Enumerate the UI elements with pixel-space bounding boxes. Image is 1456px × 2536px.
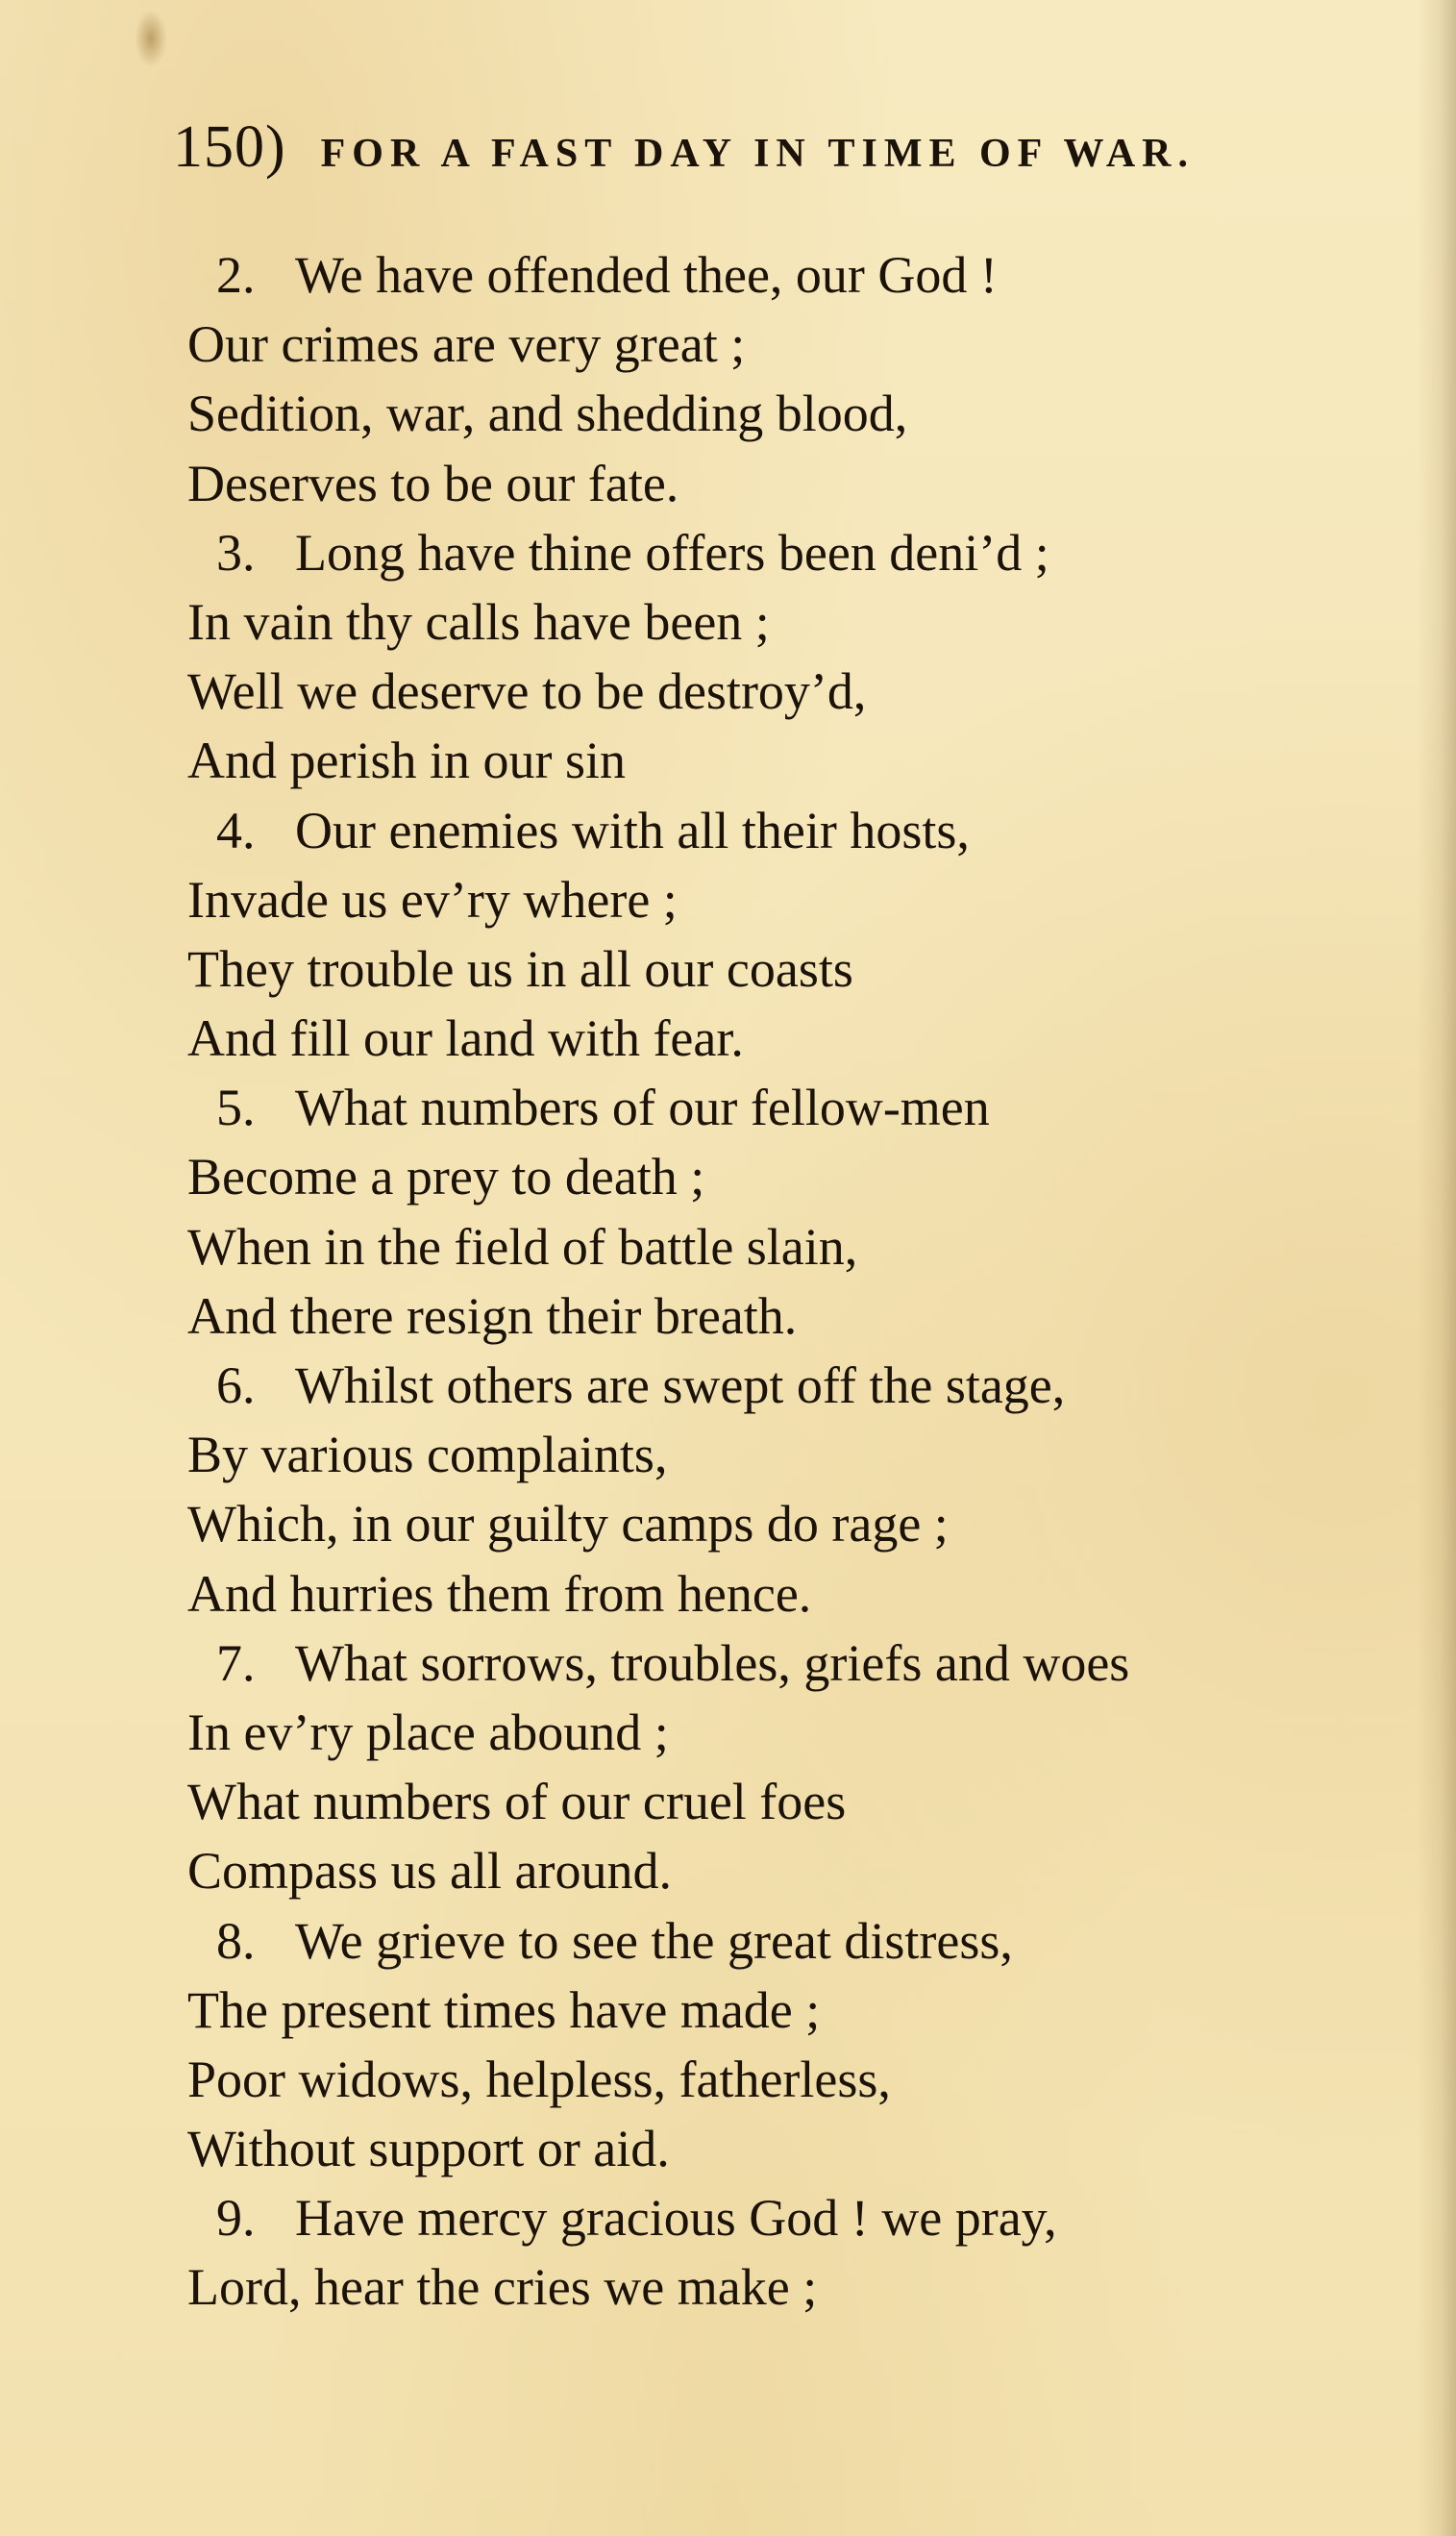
paper-stain: [135, 10, 167, 67]
stanza-first-line: [187, 1073, 1427, 1142]
verse-line: [187, 2045, 1427, 2114]
verse-text: And fill our land with fear.: [187, 1009, 744, 1068]
verse-line: [187, 726, 1427, 795]
stanza-number: 3.: [216, 523, 256, 582]
stanza: [187, 1906, 1427, 2184]
stanza-first-line: [187, 240, 1427, 310]
verse-text: Have mercy gracious God ! we pray,: [295, 2189, 1057, 2248]
verse-text: Become a prey to death ;: [187, 1148, 705, 1206]
page-header: [173, 113, 1195, 181]
verse-line: [187, 1767, 1427, 1836]
stanza-number: 9.: [216, 2189, 256, 2248]
stanza-number: 5.: [216, 1079, 256, 1137]
stanza: [187, 1073, 1427, 1351]
stanza: [187, 1351, 1427, 1629]
verse-line: [187, 1976, 1427, 2045]
verse-text: Well we deserve to be destroy’d,: [187, 662, 867, 721]
stanza-first-line: [187, 2183, 1427, 2252]
stanza-number: 6.: [216, 1356, 256, 1414]
verse-text: And perish in our sin: [187, 732, 626, 790]
running-title: FOR A FAST DAY IN TIME OF WAR.: [320, 132, 1196, 176]
verse-text: And hurries them from hence.: [187, 1564, 812, 1623]
stanza-first-line: [187, 1906, 1427, 1976]
verse-line: [187, 865, 1427, 934]
stanza: [187, 518, 1427, 796]
stanza: [187, 796, 1427, 1074]
verse-line: [187, 1212, 1427, 1281]
verse-line: [187, 1559, 1427, 1629]
verse-line: [187, 1004, 1427, 1073]
verse-text: We have offended thee, our God !: [295, 246, 998, 304]
verse-text: Whilst others are swept off the stage,: [295, 1356, 1066, 1414]
stanza-number: 2.: [216, 246, 256, 304]
verse-line: [187, 1281, 1427, 1351]
verse-text: What numbers of our cruel foes: [187, 1773, 847, 1831]
verse-line: [187, 310, 1427, 379]
verse-text: What numbers of our fellow-men: [295, 1079, 990, 1137]
stanza-number: 8.: [216, 1911, 256, 1970]
stanza-first-line: [187, 518, 1427, 587]
verse-line: [187, 657, 1427, 726]
verse-text: In vain thy calls have been ;: [187, 592, 770, 651]
stanza-first-line: [187, 796, 1427, 865]
verse-text: When in the field of battle slain,: [187, 1217, 858, 1276]
verse-text: What sorrows, troubles, griefs and woes: [295, 1633, 1130, 1692]
hymn-verses: [187, 240, 1427, 2323]
stanza-first-line: [187, 1629, 1427, 1698]
verse-text: The present times have made ;: [187, 1980, 821, 2039]
verse-text: In ev’ry place abound ;: [187, 1703, 669, 1761]
verse-text: Sedition, war, and shedding blood,: [187, 385, 908, 443]
stanza: [187, 2183, 1427, 2322]
verse-text: Which, in our guilty camps do rage ;: [187, 1495, 949, 1554]
verse-line: [187, 1698, 1427, 1767]
verse-text: Our enemies with all their hosts,: [295, 801, 970, 859]
verse-line: [187, 587, 1427, 657]
verse-line: [187, 2252, 1427, 2322]
verse-text: We grieve to see the great distress,: [295, 1911, 1013, 1970]
verse-line: [187, 379, 1427, 448]
verse-line: [187, 1836, 1427, 1905]
verse-text: Lord, hear the cries we make ;: [187, 2258, 818, 2317]
verse-text: And there resign their breath.: [187, 1286, 798, 1345]
verse-text: Deserves to be our fate.: [187, 454, 679, 512]
verse-line: [187, 1489, 1427, 1558]
verse-text: They trouble us in all our coasts: [187, 939, 853, 998]
verse-text: Long have thine offers been deni’d ;: [295, 523, 1049, 582]
verse-text: By various complaints,: [187, 1426, 668, 1484]
verse-line: [187, 449, 1427, 518]
stanza: [187, 1629, 1427, 1906]
verse-text: Our crimes are very great ;: [187, 315, 746, 374]
verse-line: [187, 1420, 1427, 1489]
stanza: [187, 240, 1427, 518]
stanza-number: 7.: [216, 1633, 256, 1692]
page-number: 150): [173, 114, 286, 180]
verse-text: Poor widows, helpless, fatherless,: [187, 2050, 891, 2108]
verse-line: [187, 2114, 1427, 2183]
verse-line: [187, 934, 1427, 1004]
verse-text: Compass us all around.: [187, 1842, 672, 1901]
verse-text: Without support or aid.: [187, 2120, 670, 2178]
verse-text: Invade us ev’ry where ;: [187, 870, 678, 929]
stanza-first-line: [187, 1351, 1427, 1420]
stanza-number: 4.: [216, 801, 256, 859]
verse-line: [187, 1142, 1427, 1211]
